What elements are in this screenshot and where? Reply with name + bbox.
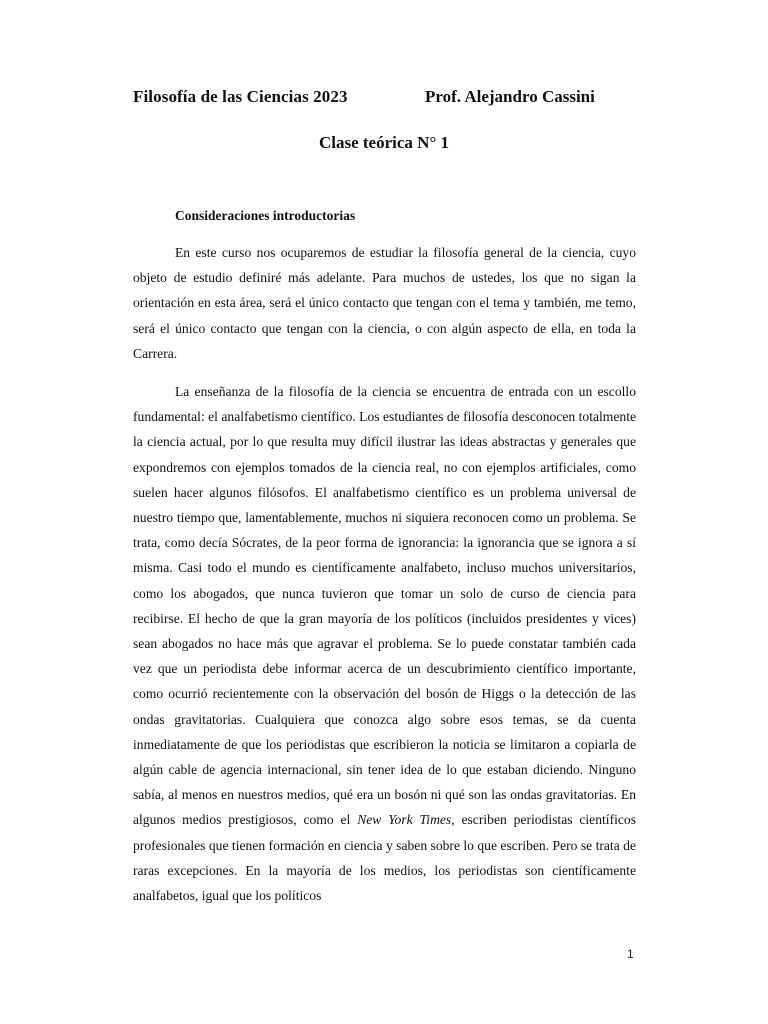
page-number: 1 <box>627 947 634 961</box>
section-heading: Consideraciones introductorias <box>175 208 356 223</box>
paragraph-2-part-b: , escriben periodistas científicos profesionales que tienen formación en ciencia y saben sobre lo que escriben. Pero se trata de raras excepciones. En la mayoría de los medios, los periodistas son científicamente analfabetos, igual que los políticos <box>133 812 636 904</box>
paragraph-2 <box>133 379 636 908</box>
paragraph-1 <box>133 240 636 366</box>
paragraph-1-text: En este curso nos ocuparemos de estudiar la filosofía general de la ciencia, cuyo objeto de estudio definiré más adelante. Para muchos de ustedes, los que no sigan la orientación en esta área, será el único contacto que tengan con el tema y también, me temo, será el único contacto que tengan con la ciencia, o con algún aspecto de ella, en toda la Carrera. <box>133 245 636 361</box>
lecture-title: Clase teórica N° 1 <box>318 133 449 152</box>
professor-name: Prof. Alejandro Cassini <box>425 87 595 106</box>
newspaper-name: New York Times <box>357 812 452 828</box>
paragraph-2-text <box>133 379 636 908</box>
paragraph-2-part-a: La enseñanza de la filosofía de la ciencia se encuentra de entrada con un escollo fundamental: el analfabetismo científico. Los estudiantes de filosofía desconocen totalmente la ciencia actual, por lo que resulta muy difícil ilustrar las ideas abstractas y generales que expondremos con ejemplos tomados de la ciencia real, no con ejemplos artificiales, como suelen hacer algunos filósofos. El analfabetismo científico es un problema universal de nuestro tiempo que, lamentablemente, muchos ni siquiera reconocen como un problema. Se trata, como decía Sócrates, de la peor forma de ignorancia: la ignorancia que se ignora a sí misma. Casi todo el mundo es científicamente analfabeto, incluso muchos universitarios, como los abogados, que nunca tuvieron que tomar un solo de curso de ciencia para recibirse. El hecho de que la gran mayoría de los políticos (incluidos presidentes y vices) sean abogados no hace más que agravar el problema. Se lo puede constatar también cada vez que un periodista debe informar acerca de un descubrimiento científico importante, como ocurrió recientemente con la observación del bosón de Higgs o la detección de las ondas gravitatorias. Cualquiera que conozca algo sobre esos temas, se da cuenta inmediatamente de que los periodistas que escribieron la noticia se limitaron a copiarla de algún cable de agencia internacional, sin tener idea de lo que estaban diciendo. Ninguno sabía, al menos en nuestros medios, qué era un bosón ni qué son las ondas gravitatorias. En algunos medios prestigiosos, como el <box>133 384 636 828</box>
course-title: Filosofía de las Ciencias 2023 <box>133 87 348 106</box>
